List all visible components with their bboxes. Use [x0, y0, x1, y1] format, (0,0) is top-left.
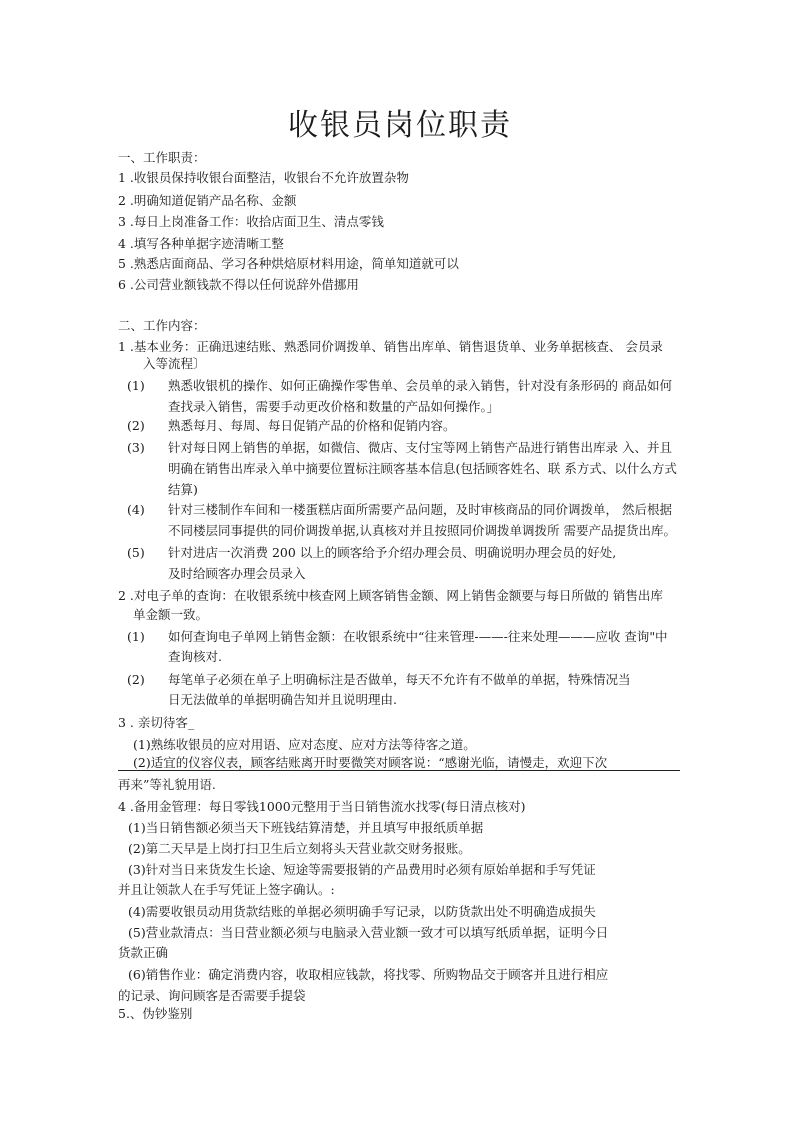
sub-item-text: 结算): [168, 482, 198, 497]
content-item: 5.、伪钞鉴别: [118, 1006, 193, 1021]
sub-item-text: 熟悉收银机的操作、如何正确操作零售单、会员单的录入销售，针对没有条形码的 商品如何: [168, 378, 672, 393]
sub-item-text: (6)销售作业：确定消费内容，收取相应钱款，将找零、所购物品交于顾客并且进行相应: [128, 967, 609, 982]
sub-item-text: (4)需要收银员动用货款结账的单据必须明确手写记录，以防货款出处不明确造成损失: [128, 904, 596, 919]
sub-item-text: (1)当日销售额必须当天下班钱结算清楚，并且填写申报纸质单据: [128, 820, 484, 835]
sub-item-number: (5): [127, 545, 145, 560]
sub-item-text: 针对每日网上销售的单据，如微信、微店、支付宝等网上销售产品进行销售出库录 入、并且: [168, 440, 672, 455]
sub-item-text: 每笔单子必须在单子上明确标注是否做单，每天不允许有不做单的单据，特殊情况当: [168, 672, 631, 687]
duty-item: 6 .公司营业额钱款不得以任何说辞外借挪用: [118, 277, 359, 292]
sub-item-text: (2)适宜的仪容仪表，顾客结账离开时要微笑对顾客说：“感谢光临，请慢走，欢迎下次: [133, 755, 608, 770]
content-item: 2 .对电子单的查询：在收银系统中核查网上顾客销售金额、网上销售金额要与每日所做的 销售出库: [118, 588, 663, 603]
sub-item-number: (2): [127, 418, 145, 433]
sub-item-text: 查找录入销售，需要手动更改价格和数量的产品如何操作。」: [168, 399, 500, 414]
section-heading: 一、工作职责：: [118, 150, 206, 165]
duty-item: 3 .每日上岗准备工作：收拾店面卫生、清点零钱: [118, 214, 384, 229]
sub-item-text: 不同楼层同事提供的同价调拨单据,认真核对并且按照同价调拨单调拨所 需要产品提货出库。: [168, 523, 676, 538]
sub-item-number: (1): [127, 629, 145, 644]
sub-item-number: (2): [127, 672, 145, 687]
document-title: 收银员岗位职责: [288, 108, 512, 143]
sub-item-text: 查询核对.: [168, 649, 222, 664]
sub-item-text: 并且让领款人在手写凭证上签字确认。:: [118, 882, 335, 897]
content-item-cont: 入等流程〕: [143, 356, 206, 371]
sub-item-text: 明确在销售出库录入单中摘要位置标注顾客基本信息(包括顾客姓名、联 系方式、以什么方式: [168, 461, 677, 476]
sub-item-text: 如何查询电子单网上销售金额：在收银系统中“往来管理-——-往来处理———应收 查询"中: [168, 629, 668, 644]
horizontal-rule: [118, 770, 680, 771]
sub-item-text: (2)第二天早是上岗打扫卫生后立刻将头天营业款交财务报账。: [128, 841, 471, 856]
sub-item-number: (1): [127, 378, 145, 393]
sub-item-text: 日无法做单的单据明确告知并且说明理由.: [168, 692, 397, 707]
sub-item-text: 货款正确: [118, 945, 169, 960]
duty-item: 4 .填写各种单据字迹清晰工整: [118, 236, 284, 251]
sub-item-text: 针对三楼制作车间和一楼蛋糕店面所需要产品问题，及时审核商品的同价调拨单， 然后根据: [168, 502, 672, 517]
content-item: 3 . 亲切待客_: [118, 715, 195, 730]
content-item-cont: 单金额一致。: [133, 607, 209, 622]
duty-item: 1 .收银员保持收银台面整洁，收银台不允许放置杂物: [118, 170, 409, 185]
sub-item-text: 再来”等礼貌用语.: [118, 777, 216, 792]
sub-item-number: (3): [127, 440, 145, 455]
sub-item-text: (3)针对当日来货发生长途、短途等需要报销的产品费用时必须有原始单据和手写凭证: [128, 862, 596, 877]
duty-item: 5 .熟悉店面商品、学习各种烘焙原材料用途，简单知道就可以: [118, 256, 459, 271]
duty-item: 2 .明确知道促销产品名称、金额: [118, 193, 297, 208]
sub-item-text: 及时给顾客办理会员录入: [168, 566, 306, 581]
sub-item-text: 熟悉每月、每周、每日促销产品的价格和促销内容。: [168, 418, 456, 433]
section-heading: 二、工作内容：: [118, 318, 206, 333]
sub-item-text: (5)营业款清点：当日营业额必须与电脑录入营业额一致才可以填写纸质单据，证明今日: [128, 925, 609, 940]
sub-item-text: 针对进店一次消费 200 以上的顾客给予介绍办理会员、明确说明办理会员的好处,: [168, 545, 617, 560]
sub-item-number: (4): [127, 502, 145, 517]
sub-item-text: 的记录、询问顾客是否需要手提袋: [118, 988, 306, 1003]
content-item: 4 .备用金管理：每日零钱1000元整用于当日销售流水找零(每日清点核对): [118, 799, 526, 814]
sub-item-text: (1)熟练收银员的应对用语、应对态度、应对方法等待客之道。: [133, 737, 476, 752]
content-item: 1 .基本业务：正确迅速结账、熟悉同价调拨单、销售出库单、销售退货单、业务单据核查、 会员录: [118, 339, 663, 354]
